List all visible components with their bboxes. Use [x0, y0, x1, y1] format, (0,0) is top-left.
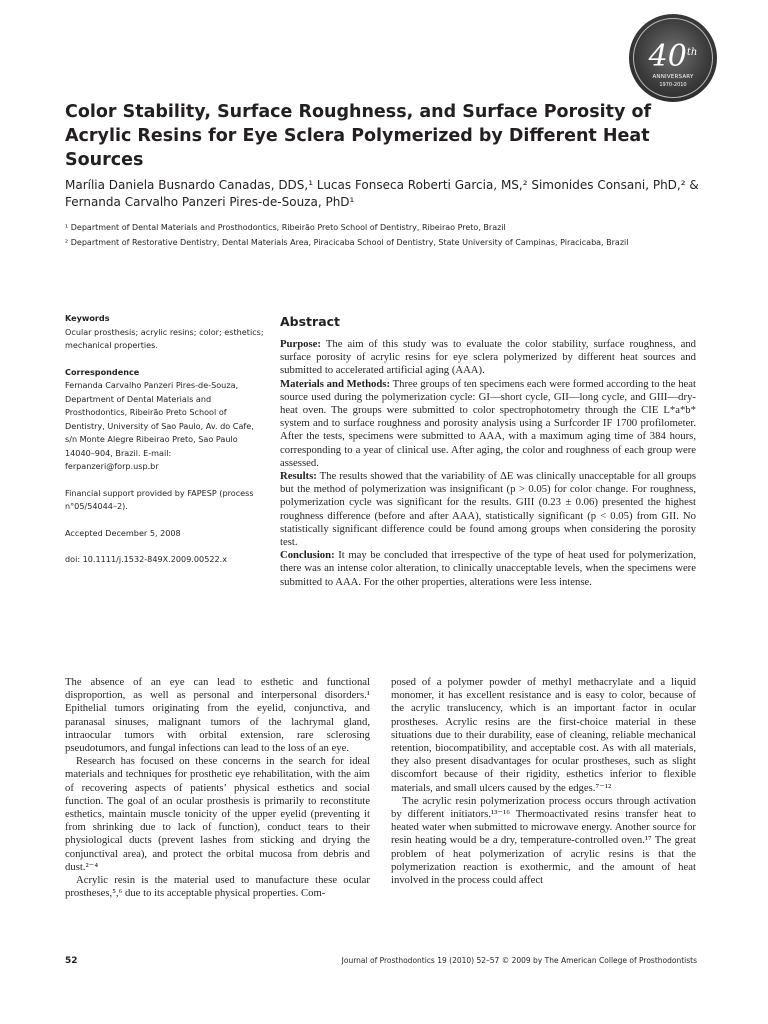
- results-label: Results:: [280, 470, 317, 483]
- purpose-text: The aim of this study was to evaluate the color stability, surface roughness, and surface porosity of acrylic resins for eye sclera polymerized by different heat sources and submitted to accelerated artificial aging (AAA).: [280, 338, 697, 377]
- doi-link[interactable]: doi: 10.1111/j.1532-849X.2009.00522.x: [65, 554, 228, 564]
- article-sidebar: [65, 312, 265, 567]
- article-title: Color Stability, Surface Roughness, and Surface Porosity of Acrylic Resins for Eye Sclera Polymerized by Different Heat Sources: [65, 102, 652, 170]
- abstract-conclusion: [280, 549, 696, 589]
- accepted-date: Accepted December 5, 2008: [65, 527, 181, 538]
- seal-number: 40th: [648, 39, 698, 74]
- affiliations: [65, 220, 715, 250]
- body-paragraph: posed of a polymer powder of methyl methacrylate and a liquid monomer, it has excellent resistance and is easy to color, because of the acrylic translucency, which is an important factor in ocular prostheses. Acrylic resins are the first-choice material in these situations due to their durability, ease of cleaning, reliable mechanical retention, biocompatibility, and acceptable cost. As with all materials, they also present disadvantages for ocular prostheses, such as slight discomfort because of their rigidity, esthetics inferior to flexible materials, and small ulcers caused by the edges.⁷⁻¹²: [391, 676, 696, 794]
- correspondence-text: Fernanda Carvalho Panzeri Pires-de-Souza, Department of Dental Materials and Prosthodontics, Ribeirão Preto School of Dentistry, University of Sao Paulo, Av. do Cafe, s/n Monte Alegre Ribeirao Preto, Sao Paulo 14040–904, Brazil. E-mail: ferpanzeri@forp.usp.br: [65, 380, 254, 471]
- keywords-heading: Keywords: [65, 313, 110, 323]
- body-paragraph: The absence of an eye can lead to esthetic and functional disproportion, as well as personal and interpersonal disorders.¹ Epithelial tumors originating from the eyelid, conjunctiva, and paranasal sinuses, malignant tumors of the lachrymal gland, intraocular tumors with orbital extension, rare sclerosing pseudotumors, and fungal infections can lead to the loss of an eye.: [65, 676, 370, 755]
- purpose-label: Purpose:: [280, 338, 321, 350]
- journal-citation: Journal of Prosthodontics 19 (2010) 52–57 © 2009 by The American College of Prosthodontists: [341, 956, 697, 965]
- correspondence-heading: Correspondence: [65, 366, 140, 377]
- body-paragraph: Research has focused on these concerns in the search for ideal materials and techniques for prosthetic eye rehabilitation, with the aim of recovering aspects of patients’ physical esthetics and social function. The goal of an ocular prosthesis is primarily to reconstitute esthetics, maintain muscle tonicity of the upper eyelid (preventing it from shrinking due to lack of function), conduct tears to their physiological ducts (prevent lashes from sticking and drying the conjunctival area), and protect the orbital mucosa from debris and dust.²⁻⁴: [65, 755, 370, 873]
- page-footer: [65, 954, 697, 968]
- body-column-right: [391, 676, 696, 887]
- affiliation-1: ¹ Department of Dental Materials and Prosthodontics, Ribeirão Preto School of Dentistry, Ribeirao Preto, Brazil: [65, 223, 506, 232]
- funding-note: Financial support provided by FAPESP (process n°05/54044–2).: [65, 487, 254, 511]
- anniversary-seal-logo: [629, 14, 717, 102]
- methods-text: Three groups of ten specimens each were formed according to the heat source used during the polymerization cycle: GI—short cycle, GII—long cycle, and GIII—dry-heat oven. The groups were submitted to color spectrophotometry through the CIE L*a*b* system and to surface roughness and porosity analysis using a Surfcorder IF 1700 profilometer. After the tests, specimens were submitted to AAA, with a maximum aging time of 384 hours, corresponding to a year of clinical use. After aging, the color and roughness of each group were assessed.: [280, 377, 697, 469]
- seal-years: 1970-2010: [659, 82, 687, 88]
- seal-caption: ANNIVERSARY: [652, 74, 694, 80]
- author-list: Marília Daniela Busnardo Canadas, DDS,¹ Lucas Fonseca Roberti Garcia, MS,² Simonides Consani, PhD,² & Fernanda Carvalho Panzeri Pires-de-Souza, PhD¹: [65, 178, 699, 209]
- methods-label: Materials and Methods:: [280, 377, 391, 390]
- conclusion-label: Conclusion:: [280, 549, 335, 562]
- body-column-left: [65, 676, 370, 900]
- body-paragraph: The acrylic resin polymerization process occurs through activation by different initiators.¹³⁻¹⁶ Thermoactivated resins transfer heat to heated water when submitted to microwave energy. Another source for resin heating would be a dry, temperature-controlled oven.¹⁷ The great problem of heat polymerization of acrylic resins is that the polymerization reaction is exothermic, and the amount of heat involved in the process could affect: [391, 794, 696, 887]
- abstract-results: [280, 470, 696, 549]
- body-paragraph: Acrylic resin is the material used to manufacture these ocular prostheses,⁵,⁶ due to its acceptable physical properties. Com-: [65, 874, 370, 900]
- affiliation-2: ² Department of Restorative Dentistry, Dental Materials Area, Piracicaba School of Dentistry, State University of Campinas, Piracicaba, Brazil: [65, 238, 629, 247]
- abstract-purpose: [280, 338, 696, 378]
- abstract-methods: [280, 378, 696, 470]
- keywords-text: Ocular prosthesis; acrylic resins; color; esthetics; mechanical properties.: [65, 326, 264, 350]
- conclusion-text: It may be concluded that irrespective of the type of heat used for polymerization, there was an intense color alteration, to clinically unacceptable levels, when the specimens were submitted to AAA. For the other properties, alterations were less intense.: [280, 549, 696, 588]
- abstract-section: [280, 313, 696, 589]
- abstract-heading: Abstract: [280, 314, 341, 329]
- results-text: The results showed that the variability of ΔE was clinically unacceptable for all groups but the method of polymerization was insignificant (p > 0.05) for color change. For roughness, polymerization cycle was significant for the results. GIII (0.23 ± 0.06) presented the highest roughness difference (before and after AAA), statistically significant (p < 0.05) from GII. No statistically significant difference could be found among groups when considering the porosity test.: [280, 470, 696, 549]
- page-number: 52: [65, 956, 78, 966]
